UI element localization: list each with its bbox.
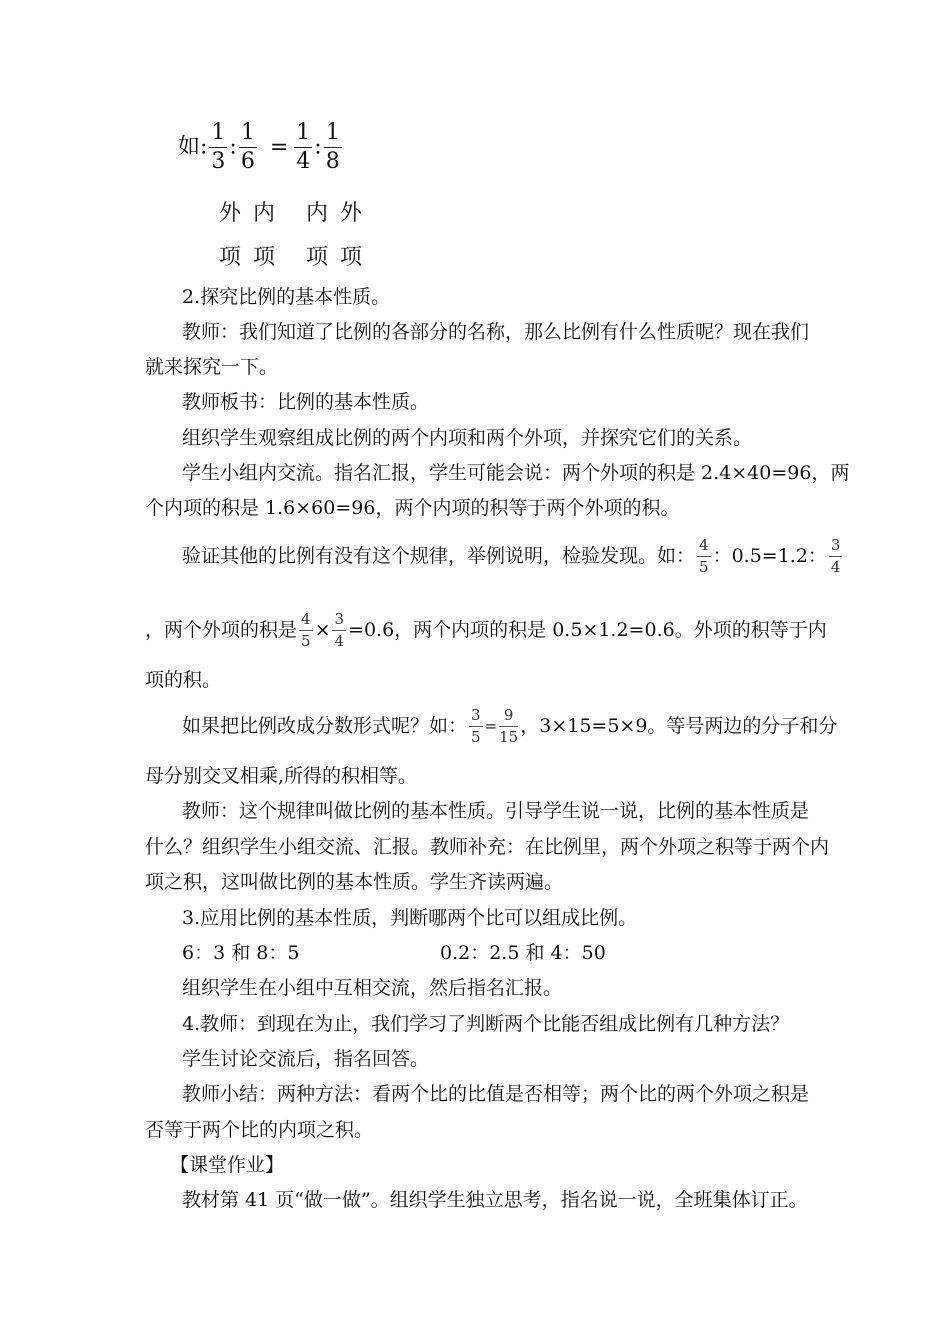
equals-sign: =: [484, 717, 498, 735]
verify-text: 验证其他的比例有没有这个规律，举例说明，检验发现。如：: [182, 545, 696, 567]
fraction-form-text: 如果把比例改成分数形式呢？如：: [182, 715, 468, 737]
section-heading: 4.教师：到现在为止，我们学习了判断两个比能否组成比例有几种方法？: [182, 1013, 790, 1035]
verify-text: ，两个外项的积是: [145, 619, 298, 641]
verify-text: =0.6，两个内项的积是 0.5×1.2=0.6。外项的积等于内: [348, 619, 827, 641]
homework-heading: 【课堂作业】: [170, 1154, 285, 1176]
paragraph-line: 教师小结：两种方法：看两个比的比值是否相等；两个比的两个外项之积是: [182, 1083, 810, 1105]
fraction-form-line: [182, 708, 837, 745]
equals-sign: =: [269, 134, 289, 160]
label-term: 项: [219, 245, 243, 270]
paragraph-line: 学生小组内交流。指名汇报，学生可能会说：两个外项的积是 2.4×40=96，两: [182, 462, 850, 484]
exercise-item: 0.2：2.5 和 4：50: [440, 942, 606, 964]
fraction-three-fifths: $\frac{3}{5}$: [471, 706, 481, 746]
paragraph-line: 个内项的积是 1.6×60=96，两个内项的积等于两个外项的积。: [145, 497, 680, 519]
paragraph-line: 教师：这个规律叫做比例的基本性质。引导学生说一说，比例的基本性质是: [182, 800, 810, 822]
paragraph-line: 教师：我们知道了比例的各部分的名称，那么比例有什么性质呢？现在我们: [182, 321, 810, 343]
fraction-four-fifths: $\frac{4}{5}$: [301, 610, 311, 650]
paragraph-line: 组织学生观察组成比例的两个内项和两个外项，并探究它们的关系。: [182, 427, 753, 449]
paragraph-line: 项之积，这叫做比例的基本性质。学生齐读两遍。: [145, 871, 564, 893]
example-proportion: [178, 122, 344, 173]
verify-line: [145, 612, 827, 649]
label-inner: 内: [253, 201, 277, 226]
paragraph-line: 母分别交叉相乘,所得的积相等。: [145, 765, 418, 787]
fraction-four-fifths: $\frac{4}{5}$: [699, 536, 709, 576]
paragraph-line: 就来探究一下。: [145, 356, 279, 378]
fraction-form-text: ，3×15=5×9。等号两边的分子和分: [520, 715, 838, 737]
colon: :: [229, 134, 237, 160]
fraction-three-fourths: $\frac{3}{4}$: [334, 610, 345, 650]
verify-text: ：0.5=1.2：: [712, 545, 827, 567]
label-inner: 内: [306, 201, 330, 226]
paragraph-line: 否等于两个比的内项之积。: [145, 1119, 374, 1141]
paragraph-line: 教师板书：比例的基本性质。: [182, 391, 430, 413]
paragraph-line: 什么？组织学生小组交流、汇报。教师补充：在比例里，两个外项之积等于两个内: [145, 836, 830, 858]
section-heading: 2.探究比例的基本性质。: [182, 286, 391, 308]
label-outer: 外: [340, 201, 364, 226]
paragraph-line: 项的积。: [145, 669, 222, 691]
fraction-three-fourths: $\frac{3}{4}$: [830, 536, 841, 576]
label-term: 项: [306, 245, 330, 270]
label-term: 项: [253, 245, 277, 270]
fraction-one-fourth: $\frac{1}{4}$: [296, 120, 311, 174]
paragraph-line: 学生讨论交流后，指名回答。: [182, 1048, 430, 1070]
fraction-one-sixth: $\frac{1}{6}$: [240, 120, 255, 174]
verify-line: [182, 538, 844, 575]
exercise-item: 6：3 和 8：5: [182, 942, 300, 964]
fraction-one-third: $\frac{1}{3}$: [211, 120, 226, 174]
fraction-nine-fifteenths: $\frac{9}{15}$: [499, 706, 519, 746]
fraction-one-eighth: $\frac{1}{8}$: [325, 120, 340, 174]
example-prefix: 如:: [178, 134, 208, 160]
paragraph-line: 组织学生在小组中互相交流，然后指名汇报。: [182, 977, 563, 999]
section-heading: 3.应用比例的基本性质，判断哪两个比可以组成比例。: [182, 907, 638, 929]
label-term: 项: [340, 245, 364, 270]
colon: :: [314, 134, 322, 160]
paragraph-line: 教材第 41 页“做一做”。组织学生独立思考，指名说一说，全班集体订正。: [182, 1189, 808, 1211]
label-outer: 外: [219, 201, 243, 226]
times-sign: ×: [314, 619, 331, 641]
